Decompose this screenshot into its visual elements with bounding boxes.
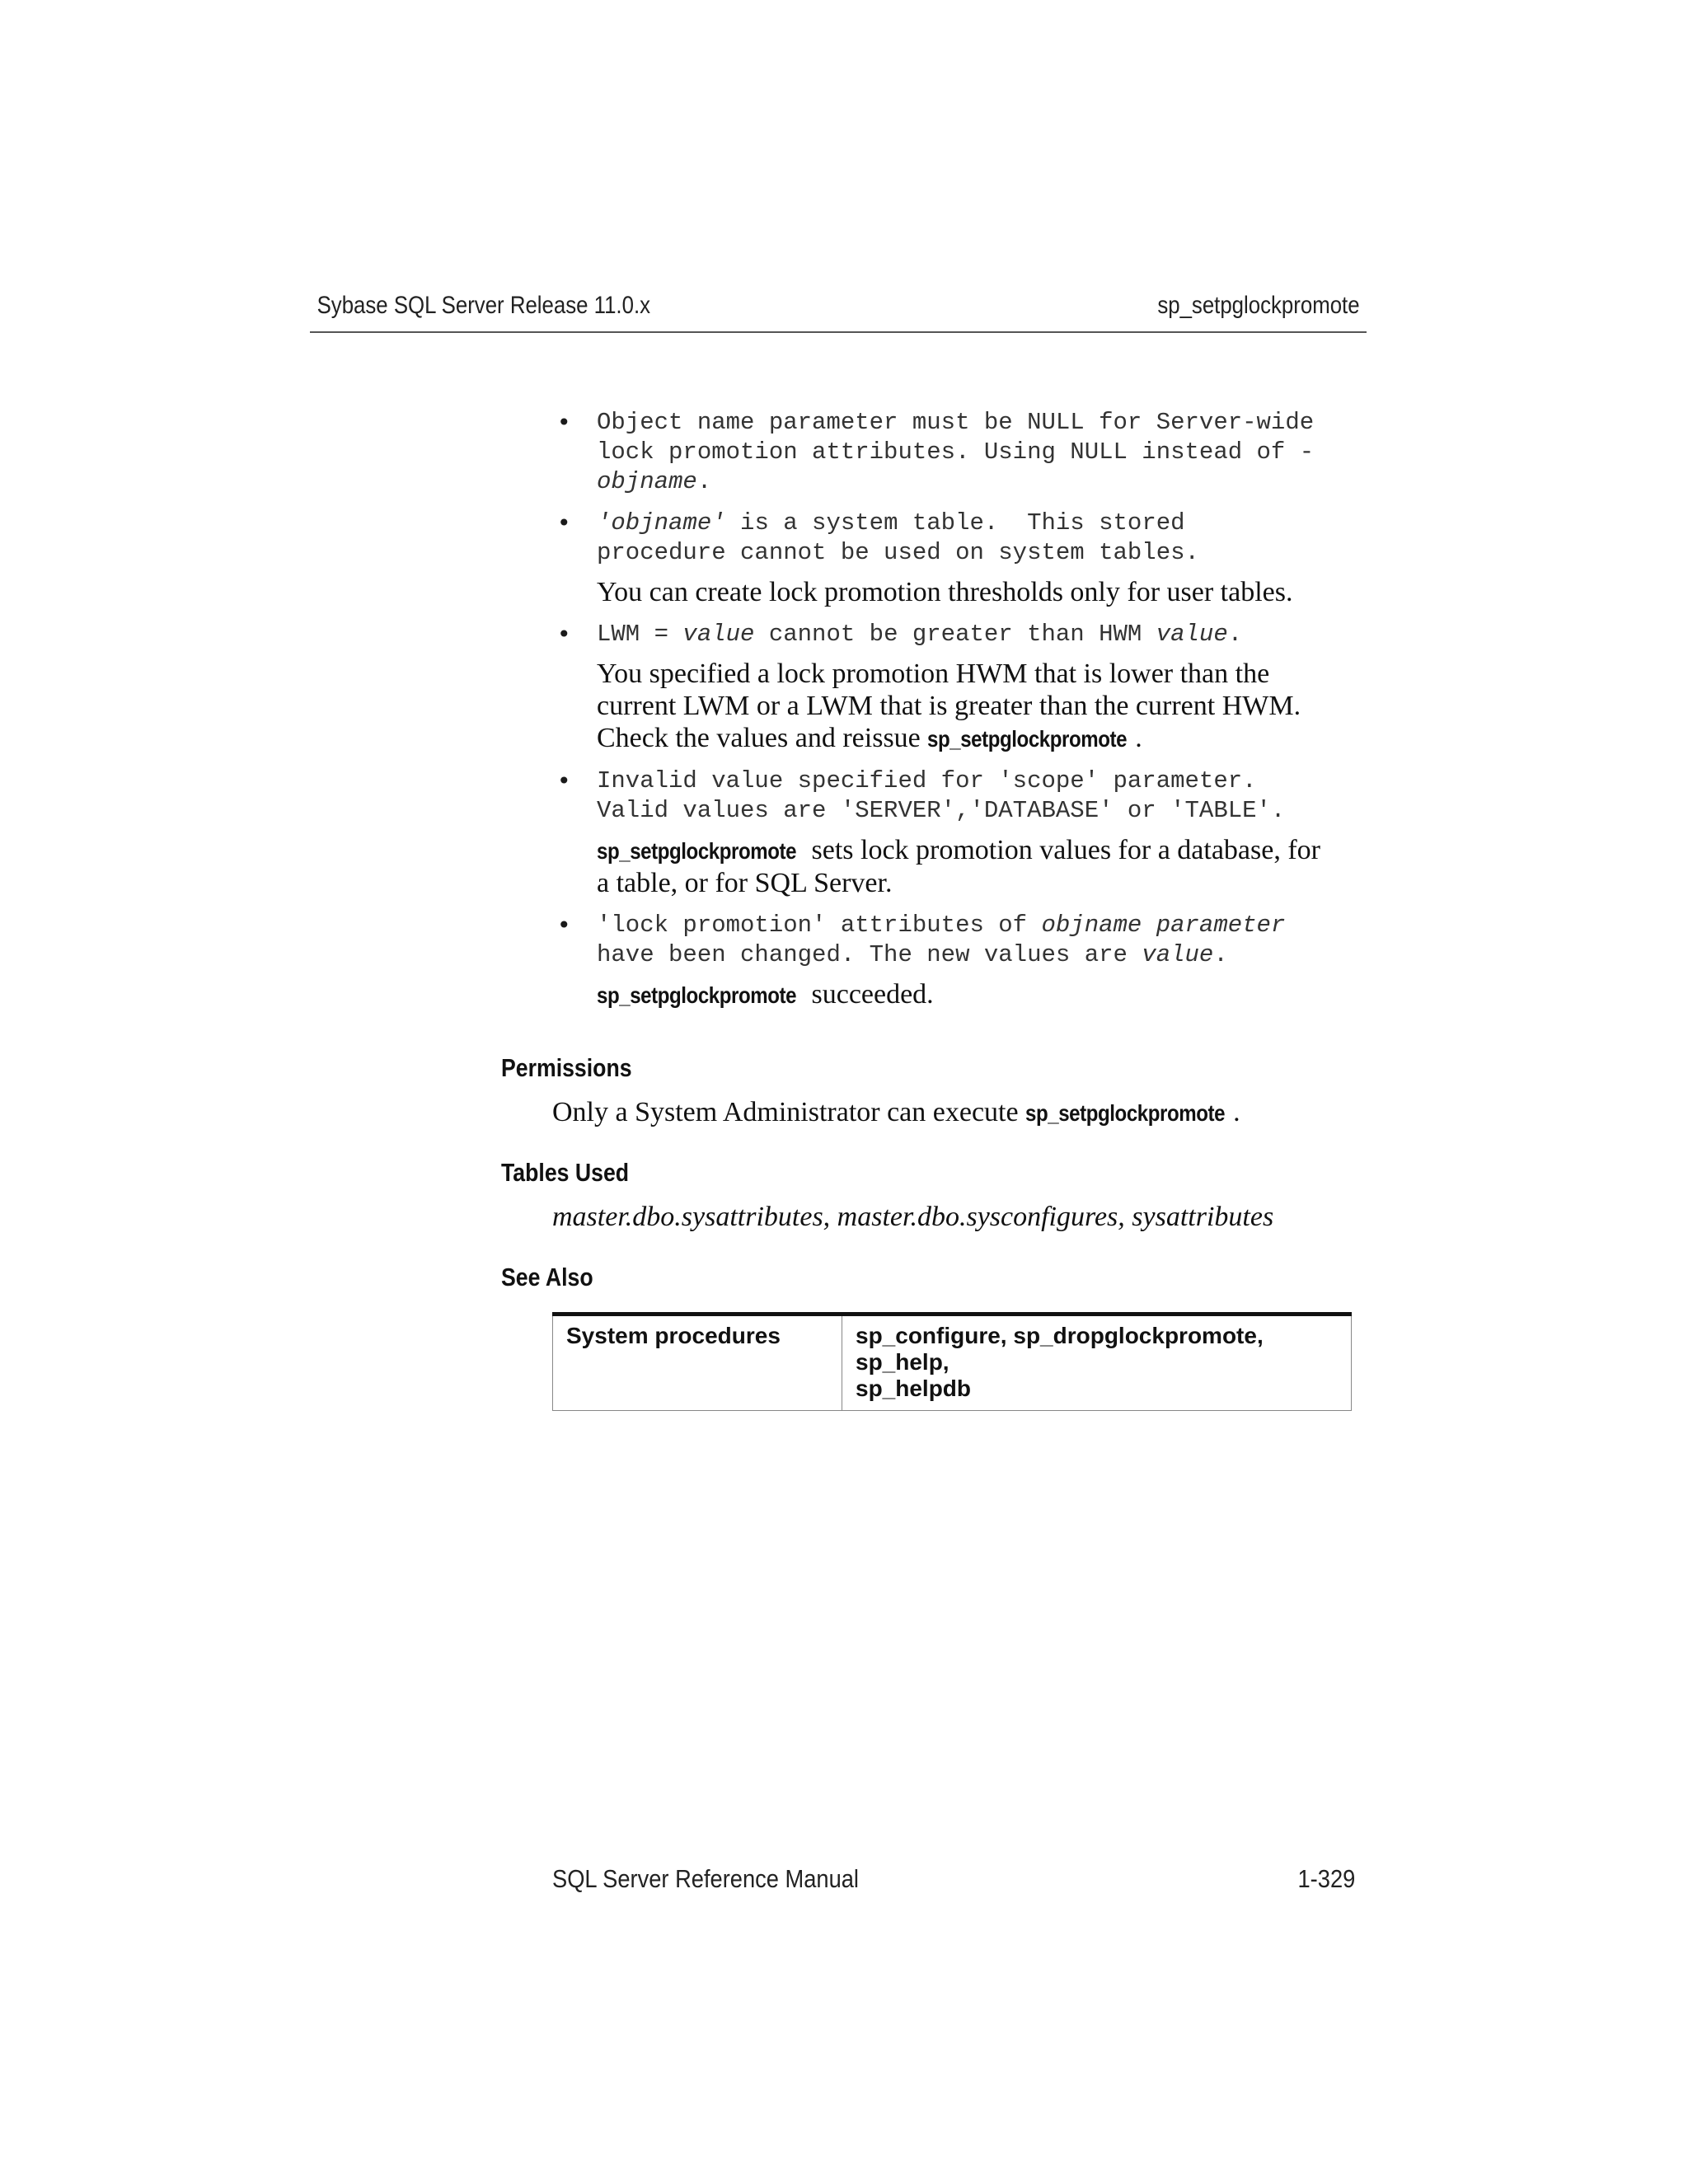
header-title: Sybase SQL Server Release 11.0.x	[316, 292, 651, 319]
message-explanation: You can create lock promotion thresholds only for user tables.	[597, 577, 1293, 607]
message-explanation: sp_setpglockpromote succeeded.	[597, 979, 934, 1010]
permissions-heading: Permissions	[501, 1053, 632, 1082]
message-text: 'lock promotion' attributes of objname parameter have been changed. The new values are value.	[597, 912, 1286, 968]
header-procedure-name: sp_setpglockpromote	[1157, 292, 1360, 319]
bullet-icon: •	[557, 621, 571, 648]
list-item	[552, 766, 1376, 899]
procedure-name: sp_setpglockpromote	[597, 982, 797, 1008]
message-text: Object name parameter must be NULL for Server-wide lock promotion attributes. Using NULL instead of - objname.	[597, 409, 1315, 495]
bullet-icon: •	[557, 912, 571, 939]
see-also-category: System procedures	[553, 1315, 842, 1411]
page-header	[310, 285, 1367, 333]
bullet-icon: •	[557, 409, 571, 436]
list-item	[552, 911, 1376, 1011]
bullet-icon: •	[557, 509, 571, 537]
message-text: Invalid value specified for 'scope' parameter. Valid values are 'SERVER','DATABASE' or 'TABLE'.	[597, 767, 1286, 824]
procedure-name: sp_setpglockpromote	[597, 838, 797, 864]
see-also-heading: See Also	[501, 1263, 593, 1291]
page-footer	[552, 1864, 1355, 1894]
messages-list	[552, 408, 1376, 1023]
message-text: LWM = value cannot be greater than HWM value.	[597, 621, 1243, 648]
list-item	[552, 408, 1376, 497]
message-explanation: sp_setpglockpromote sets lock promotion values for a database, for a table, or for SQL Server.	[597, 835, 1320, 898]
see-also-procedures: sp_configure, sp_dropglockpromote, sp_help, sp_helpdb	[856, 1323, 1264, 1401]
procedure-name: sp_setpglockpromote	[1025, 1100, 1226, 1126]
list-item	[552, 620, 1376, 755]
footer-manual-title: SQL Server Reference Manual	[552, 1864, 860, 1893]
message-explanation: You specified a lock promotion HWM that is lower than the current LWM or a LWM that is greater than the current HWM. Check the values and reissue sp_setpglockpromote .	[597, 658, 1301, 753]
tables-used-heading: Tables Used	[501, 1158, 630, 1187]
table-row	[553, 1315, 1352, 1411]
permissions-text: Only a System Administrator can execute sp_setpglockpromote .	[552, 1096, 1376, 1130]
message-text: 'objname' is a system table. This stored procedure cannot be used on system tables.	[597, 509, 1199, 566]
see-also-table	[552, 1312, 1352, 1411]
page-number: 1-329	[1297, 1864, 1355, 1893]
bullet-icon: •	[557, 767, 571, 794]
list-item	[552, 509, 1376, 608]
procedure-name: sp_setpglockpromote	[927, 726, 1128, 752]
tables-used-text: master.dbo.sysattributes, master.dbo.sysconfigures, sysattributes	[552, 1202, 1274, 1232]
